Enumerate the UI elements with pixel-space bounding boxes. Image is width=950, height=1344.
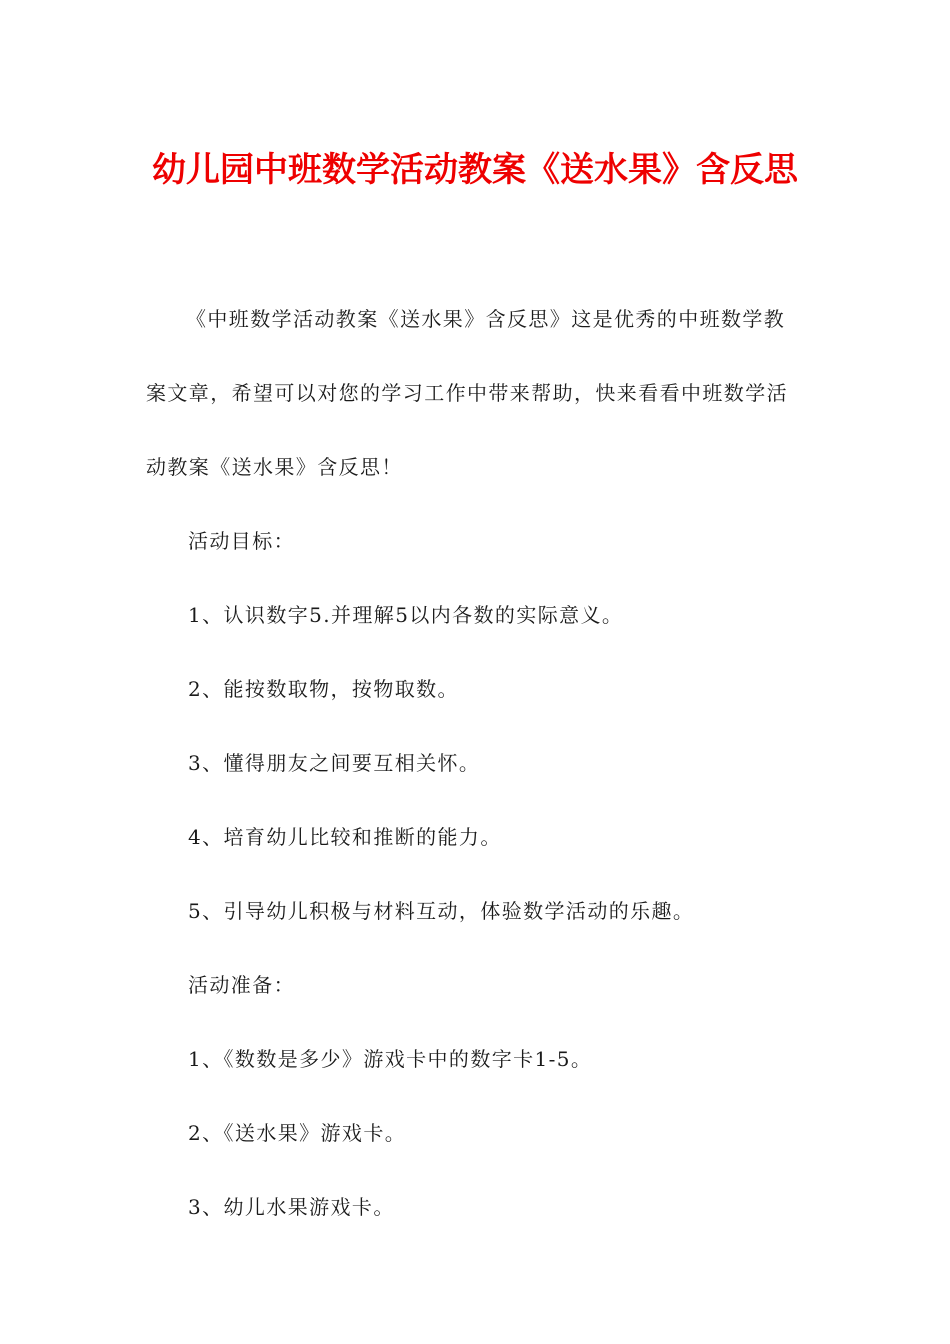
document-body bbox=[146, 282, 806, 1244]
section-heading-preparation: 活动准备： bbox=[188, 973, 295, 997]
intro-paragraph: 《中班数学活动教案《送水果》含反思》这是优秀的中班数学教案文章，希望可以对您的学习工作中带来帮助，快来看看中班数学活动教案《送水果》含反思！ bbox=[146, 307, 788, 479]
goal-item-4: 4、培育幼儿比较和推断的能力。 bbox=[188, 825, 502, 849]
preparation-item-2: 2、《送水果》游戏卡。 bbox=[188, 1121, 407, 1145]
goal-item-5: 5、引导幼儿积极与材料互动，体验数学活动的乐趣。 bbox=[188, 899, 695, 923]
goal-item-1: 1、认识数字5.并理解5以内各数的实际意义。 bbox=[188, 603, 624, 627]
preparation-item-1: 1、《数数是多少》游戏卡中的数字卡1-5。 bbox=[188, 1047, 593, 1071]
section-heading-goals: 活动目标： bbox=[188, 529, 295, 553]
document-title: 幼儿园中班数学活动教案《送水果》含反思 bbox=[152, 150, 798, 190]
goal-item-3: 3、懂得朋友之间要互相关怀。 bbox=[188, 751, 481, 775]
goal-item-2: 2、能按数取物，按物取数。 bbox=[188, 677, 459, 701]
preparation-item-3: 3、幼儿水果游戏卡。 bbox=[188, 1195, 395, 1219]
